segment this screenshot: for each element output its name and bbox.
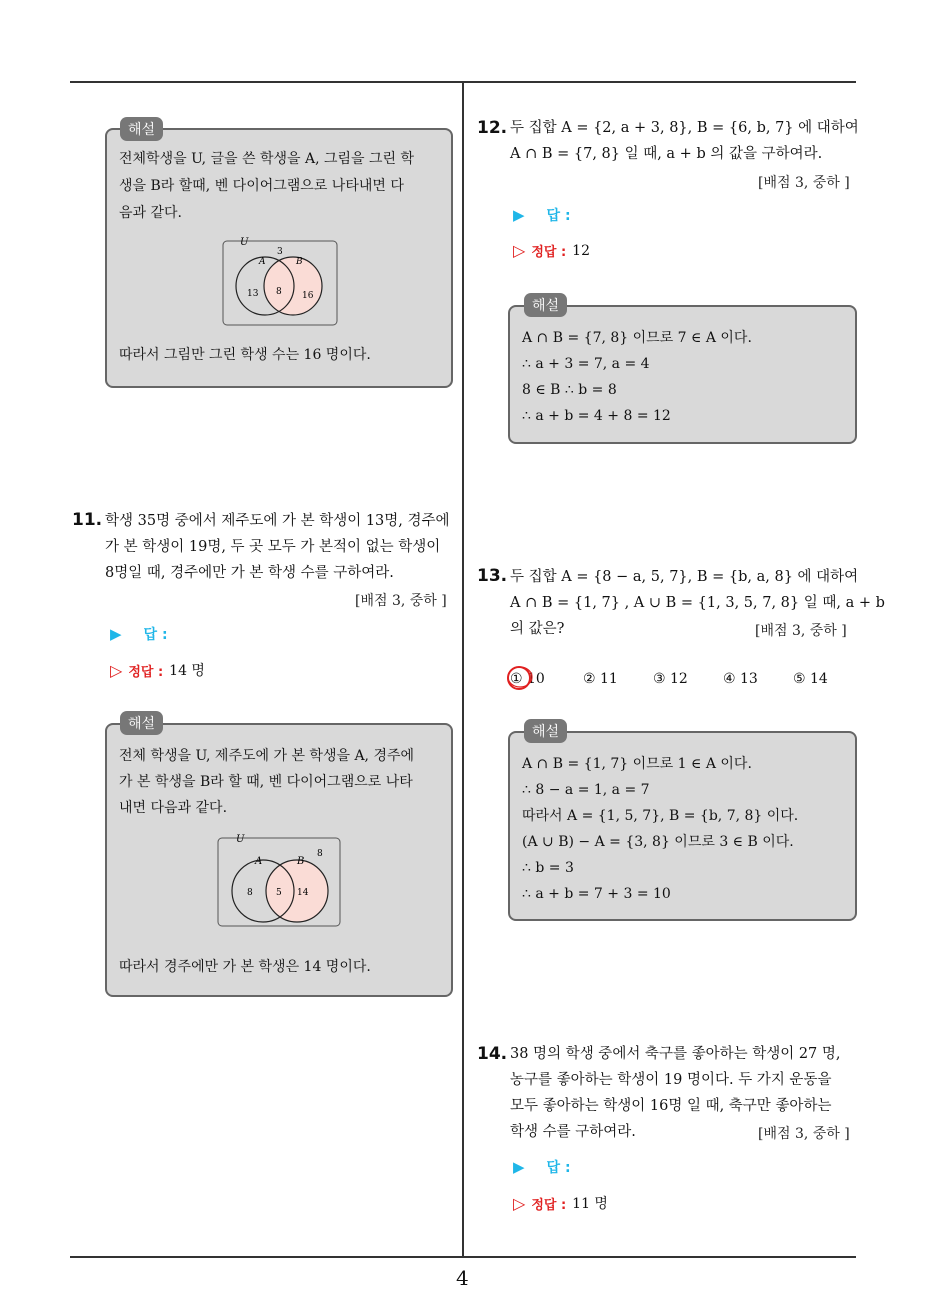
- q11-correct-label: 정답 :: [128, 664, 164, 680]
- q13-explain-tag: 해설: [524, 719, 567, 743]
- q11-venn-u-label: U: [236, 834, 245, 845]
- play-triangle-icon: ▶: [110, 625, 122, 643]
- q10-explain-box: [105, 128, 453, 388]
- q11-explain-line-3: 내면 다음과 같다.: [119, 800, 228, 816]
- q14-score: [배점 3, 중하 ]: [758, 1126, 850, 1142]
- q14-line-1: 38 명의 학생 중에서 축구를 좋아하는 학생이 27 명,: [510, 1046, 841, 1062]
- q12-answer-row: [513, 205, 571, 225]
- q10-venn-u-label: U: [240, 237, 249, 248]
- q11-venn-outside: 8: [317, 849, 323, 859]
- q13-choice-4[interactable]: ④ 13: [723, 671, 758, 687]
- q12-explain-line-3: 8 ∈ B ∴ b = 8: [522, 382, 617, 398]
- q12-line-1: 두 집합 A = {2, a + 3, 8}, B = {6, b, 7} 에 대하여: [510, 120, 859, 136]
- q11-venn-diagram: [217, 832, 343, 928]
- play-triangle-icon: ▶: [513, 1158, 525, 1176]
- q12-explain-line-2: ∴ a + 3 = 7, a = 4: [522, 356, 650, 372]
- column-divider: [462, 81, 464, 1257]
- q12-correct-label: 정답 :: [531, 245, 567, 260]
- q13-explain-line-6: ∴ a + b = 7 + 3 = 10: [522, 886, 671, 902]
- q11-line-1: 학생 35명 중에서 제주도에 가 본 학생이 13명, 경주에: [105, 513, 450, 529]
- q13-marked-choice-circle: [505, 664, 535, 692]
- q12-explain-box: [508, 305, 857, 444]
- outline-triangle-icon: ▷: [110, 660, 123, 680]
- q14-number: 14.: [477, 1044, 508, 1064]
- q11-explain-line-1: 전체 학생을 U, 제주도에 가 본 학생을 A, 경주에: [119, 748, 415, 764]
- q14-line-3: 모두 좋아하는 학생이 16명 일 때, 축구만 좋아하는: [510, 1098, 832, 1114]
- q11-venn-only-a: 8: [247, 888, 253, 898]
- q14-answer-label: 답 :: [546, 1160, 571, 1176]
- q11-correct-row: [110, 660, 205, 680]
- q10-venn-b-label: B: [296, 257, 303, 267]
- q13-line-2: A ∩ B = {1, 7} , A ∪ B = {1, 3, 5, 7, 8} 일 때, a + b: [510, 595, 885, 611]
- q13-number: 13.: [477, 566, 508, 586]
- q10-explain-line-3: 음과 같다.: [119, 205, 182, 221]
- q12-answer-label: 답 :: [546, 208, 571, 224]
- q13-explain-box: [508, 731, 857, 921]
- q13-choices: [510, 671, 850, 691]
- q14-answer-row: [513, 1157, 571, 1177]
- q11-number: 11.: [72, 510, 103, 530]
- q13-choice-3[interactable]: ③ 12: [653, 671, 688, 687]
- q11-venn-both: 5: [276, 888, 282, 898]
- q13-explain-line-5: ∴ b = 3: [522, 860, 574, 876]
- q11-correct-value: 14 명: [169, 663, 205, 679]
- q11-answer-label: 답 :: [143, 627, 168, 643]
- q11-venn-only-b: 14: [297, 888, 309, 898]
- q10-venn-a-label: A: [259, 257, 266, 267]
- q14-line-4: 학생 수를 구하여라.: [510, 1124, 636, 1140]
- q13-choice-2[interactable]: ② 11: [583, 671, 618, 687]
- q11-line-2: 가 본 학생이 19명, 두 곳 모두 가 본적이 없는 학생이: [105, 539, 441, 555]
- q10-venn-outside: 3: [277, 247, 283, 257]
- q13-explain-line-3: 따라서 A = {1, 5, 7}, B = {b, 7, 8} 이다.: [522, 808, 799, 824]
- q10-venn-only-b: 16: [302, 291, 314, 301]
- q10-venn-both: 8: [276, 287, 282, 297]
- q11-explain-box: [105, 723, 453, 997]
- page-number: 4: [456, 1266, 469, 1290]
- q12-line-2: A ∩ B = {7, 8} 일 때, a + b 의 값을 구하여라.: [510, 146, 823, 162]
- q13-explain-line-4: (A ∪ B) − A = {3, 8} 이므로 3 ∈ B 이다.: [522, 834, 794, 850]
- q13-explain-line-1: A ∩ B = {1, 7} 이므로 1 ∈ A 이다.: [522, 756, 752, 772]
- q12-score: [배점 3, 중하 ]: [758, 175, 850, 191]
- q13-line-1: 두 집합 A = {8 − a, 5, 7}, B = {b, a, 8} 에 대하여: [510, 569, 859, 585]
- q10-explain-conclusion: 따라서 그림만 그린 학생 수는 16 명이다.: [119, 347, 371, 363]
- q10-explain-line-1: 전체학생을 U, 글을 쓴 학생을 A, 그림을 그린 학: [119, 151, 415, 167]
- q11-answer-row: [110, 624, 168, 644]
- q11-score: [배점 3, 중하 ]: [355, 593, 447, 609]
- q14-correct-row: [513, 1193, 608, 1213]
- q14-correct-value: 11 명: [572, 1196, 608, 1212]
- play-triangle-icon: ▶: [513, 206, 525, 224]
- q11-venn-a-label: A: [255, 856, 263, 867]
- outline-triangle-icon: ▷: [513, 1193, 526, 1213]
- q10-venn-diagram: [222, 237, 340, 327]
- q12-number: 12.: [477, 118, 508, 138]
- q10-explain-tag: 해설: [120, 117, 163, 141]
- q12-correct-row: [513, 241, 590, 260]
- outline-triangle-icon: ▷: [513, 241, 526, 260]
- q12-correct-value: 12: [572, 242, 590, 259]
- q11-explain-conclusion: 따라서 경주에만 가 본 학생은 14 명이다.: [119, 959, 371, 975]
- q13-choice-1[interactable]: ① 10: [510, 671, 545, 687]
- q13-line-3: 의 값은?: [510, 621, 565, 637]
- q11-venn-b-label: B: [297, 856, 305, 867]
- q11-explain-tag: 해설: [120, 711, 163, 735]
- q12-explain-line-1: A ∩ B = {7, 8} 이므로 7 ∈ A 이다.: [522, 330, 752, 346]
- q14-line-2: 농구를 좋아하는 학생이 19 명이다. 두 가지 운동을: [510, 1072, 832, 1088]
- q12-explain-line-4: ∴ a + b = 4 + 8 = 12: [522, 408, 671, 424]
- q13-score: [배점 3, 중하 ]: [755, 623, 847, 639]
- q10-explain-line-2: 생을 B라 할때, 벤 다이어그램으로 나타내면 다: [119, 178, 404, 194]
- q10-venn-only-a: 13: [247, 289, 259, 299]
- q13-explain-line-2: ∴ 8 − a = 1, a = 7: [522, 782, 650, 798]
- q11-explain-line-2: 가 본 학생을 B라 할 때, 벤 다이어그램으로 나타: [119, 774, 413, 790]
- q13-choice-5[interactable]: ⑤ 14: [793, 671, 828, 687]
- q12-explain-tag: 해설: [524, 293, 567, 317]
- q11-line-3: 8명일 때, 경주에만 가 본 학생 수를 구하여라.: [105, 565, 394, 581]
- q14-correct-label: 정답 :: [531, 1197, 567, 1213]
